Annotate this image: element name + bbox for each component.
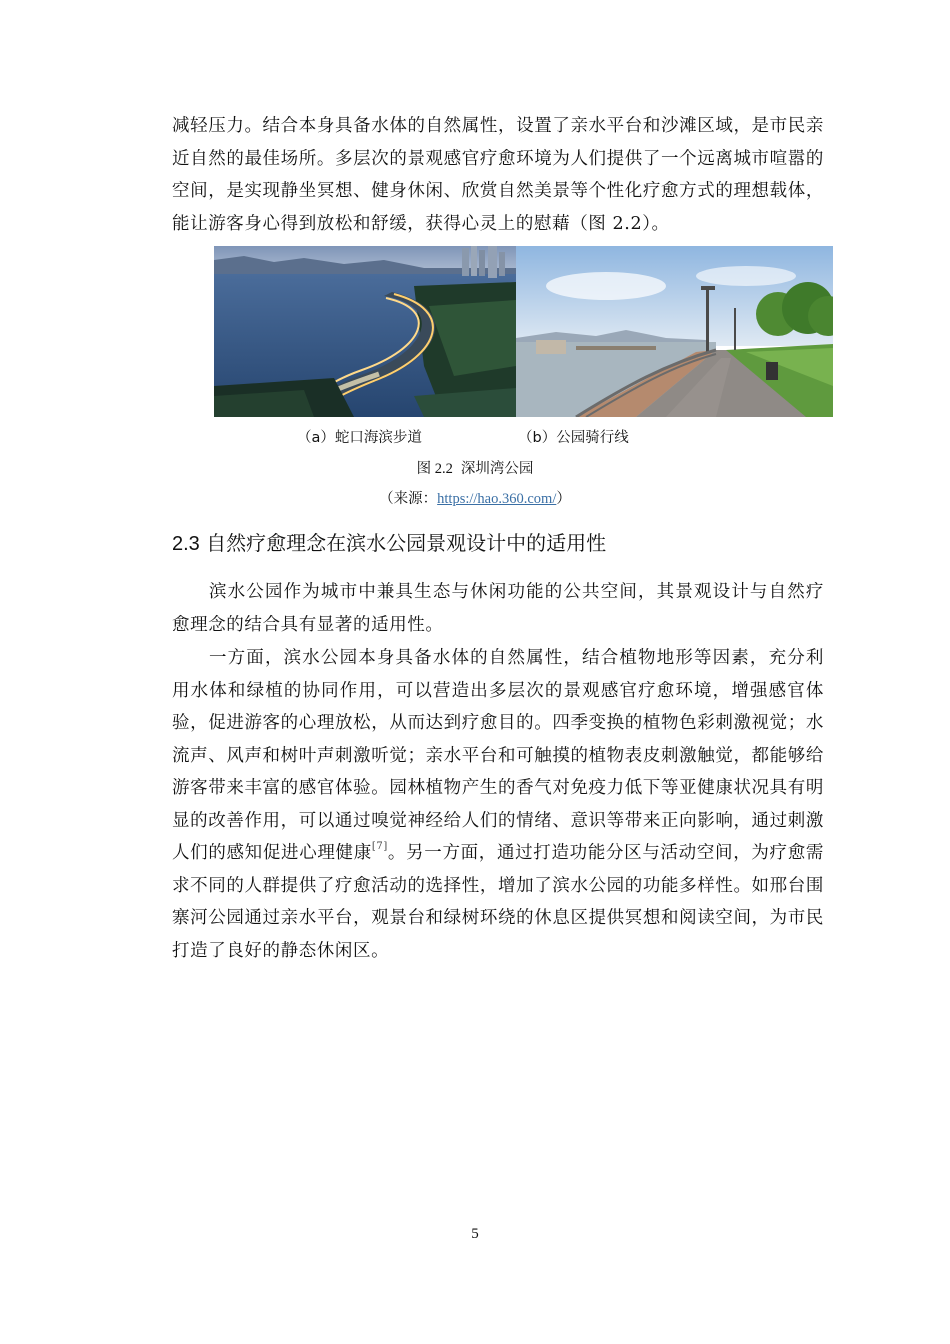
figure-caption-b: （b）公园骑行线 <box>518 430 629 446</box>
photo-park-cycling-path <box>516 246 833 417</box>
paragraph-text: 。另一方面，通过打造功能分区与活动空间，为疗愈需求不同的人群提供了疗愈活动的选择性，增加了滨水公园的功能多样性。如邢台围寨河公园通过亲水平台，观景台和绿树环绕的休息区提供冥想和阅读空间，为市民打造了良好的静态休闲区。 <box>172 843 824 961</box>
body-paragraph: 减轻压力。结合本身具备水体的自然属性，设置了亲水平台和沙滩区域，是市民亲近自然的最佳场所。多层次的景观感官疗愈环境为人们提供了一个远离城市喧嚣的空间，是实现静坐冥想、健身休闲、欣赏自然美景等个性化疗愈方式的理想载体，能让游客身心得到放松和舒缓，获得心灵上的慰藉（图 2.2）。 <box>172 116 824 234</box>
source-prefix: （来源： <box>379 491 438 507</box>
figure-source <box>0 489 950 509</box>
body-paragraph: 滨水公园作为城市中兼具生态与休闲功能的公共空间，其景观设计与自然疗愈理念的结合具有显著的适用性。 <box>172 582 824 635</box>
figure-title-text: 深圳湾公园 <box>460 461 534 477</box>
page-number: 5 <box>471 1226 479 1242</box>
section-number: 2.3 <box>172 533 200 555</box>
figure-title <box>0 459 950 479</box>
body-paragraph <box>172 642 824 967</box>
photo-shekou-promenade <box>214 246 516 417</box>
source-suffix: ） <box>556 491 571 507</box>
section-heading <box>172 528 606 559</box>
citation-reference[interactable]: [7] <box>371 841 388 852</box>
figure-caption-a: （a）蛇口海滨步道 <box>297 430 422 446</box>
paragraph-text: 一方面，滨水公园本身具备水体的自然属性，结合植物地形等因素，充分利用水体和绿植的协同作用，可以营造出多层次的景观感官疗愈环境，增强感官体验，促进游客的心理放松，从而达到疗愈目的。四季变换的植物色彩刺激视觉；水流声、风声和树叶声刺激听觉；亲水平台和可触摸的植物表皮刺激触觉，都能够给游客带来丰富的感官体验。园林植物产生的香气对免疫力低下等亚健康状况具有明显的改善作用，可以通过嗅觉神经给人们的情绪、意识等带来正向影响，通过刺激人们的感知促进心理健康 <box>172 648 824 863</box>
figure-number: 图 2.2 <box>416 461 453 477</box>
section-title: 自然疗愈理念在滨水公园景观设计中的适用性 <box>206 531 607 555</box>
source-link[interactable]: https://hao.360.com/ <box>437 491 557 507</box>
figure-2-2 <box>214 246 833 417</box>
